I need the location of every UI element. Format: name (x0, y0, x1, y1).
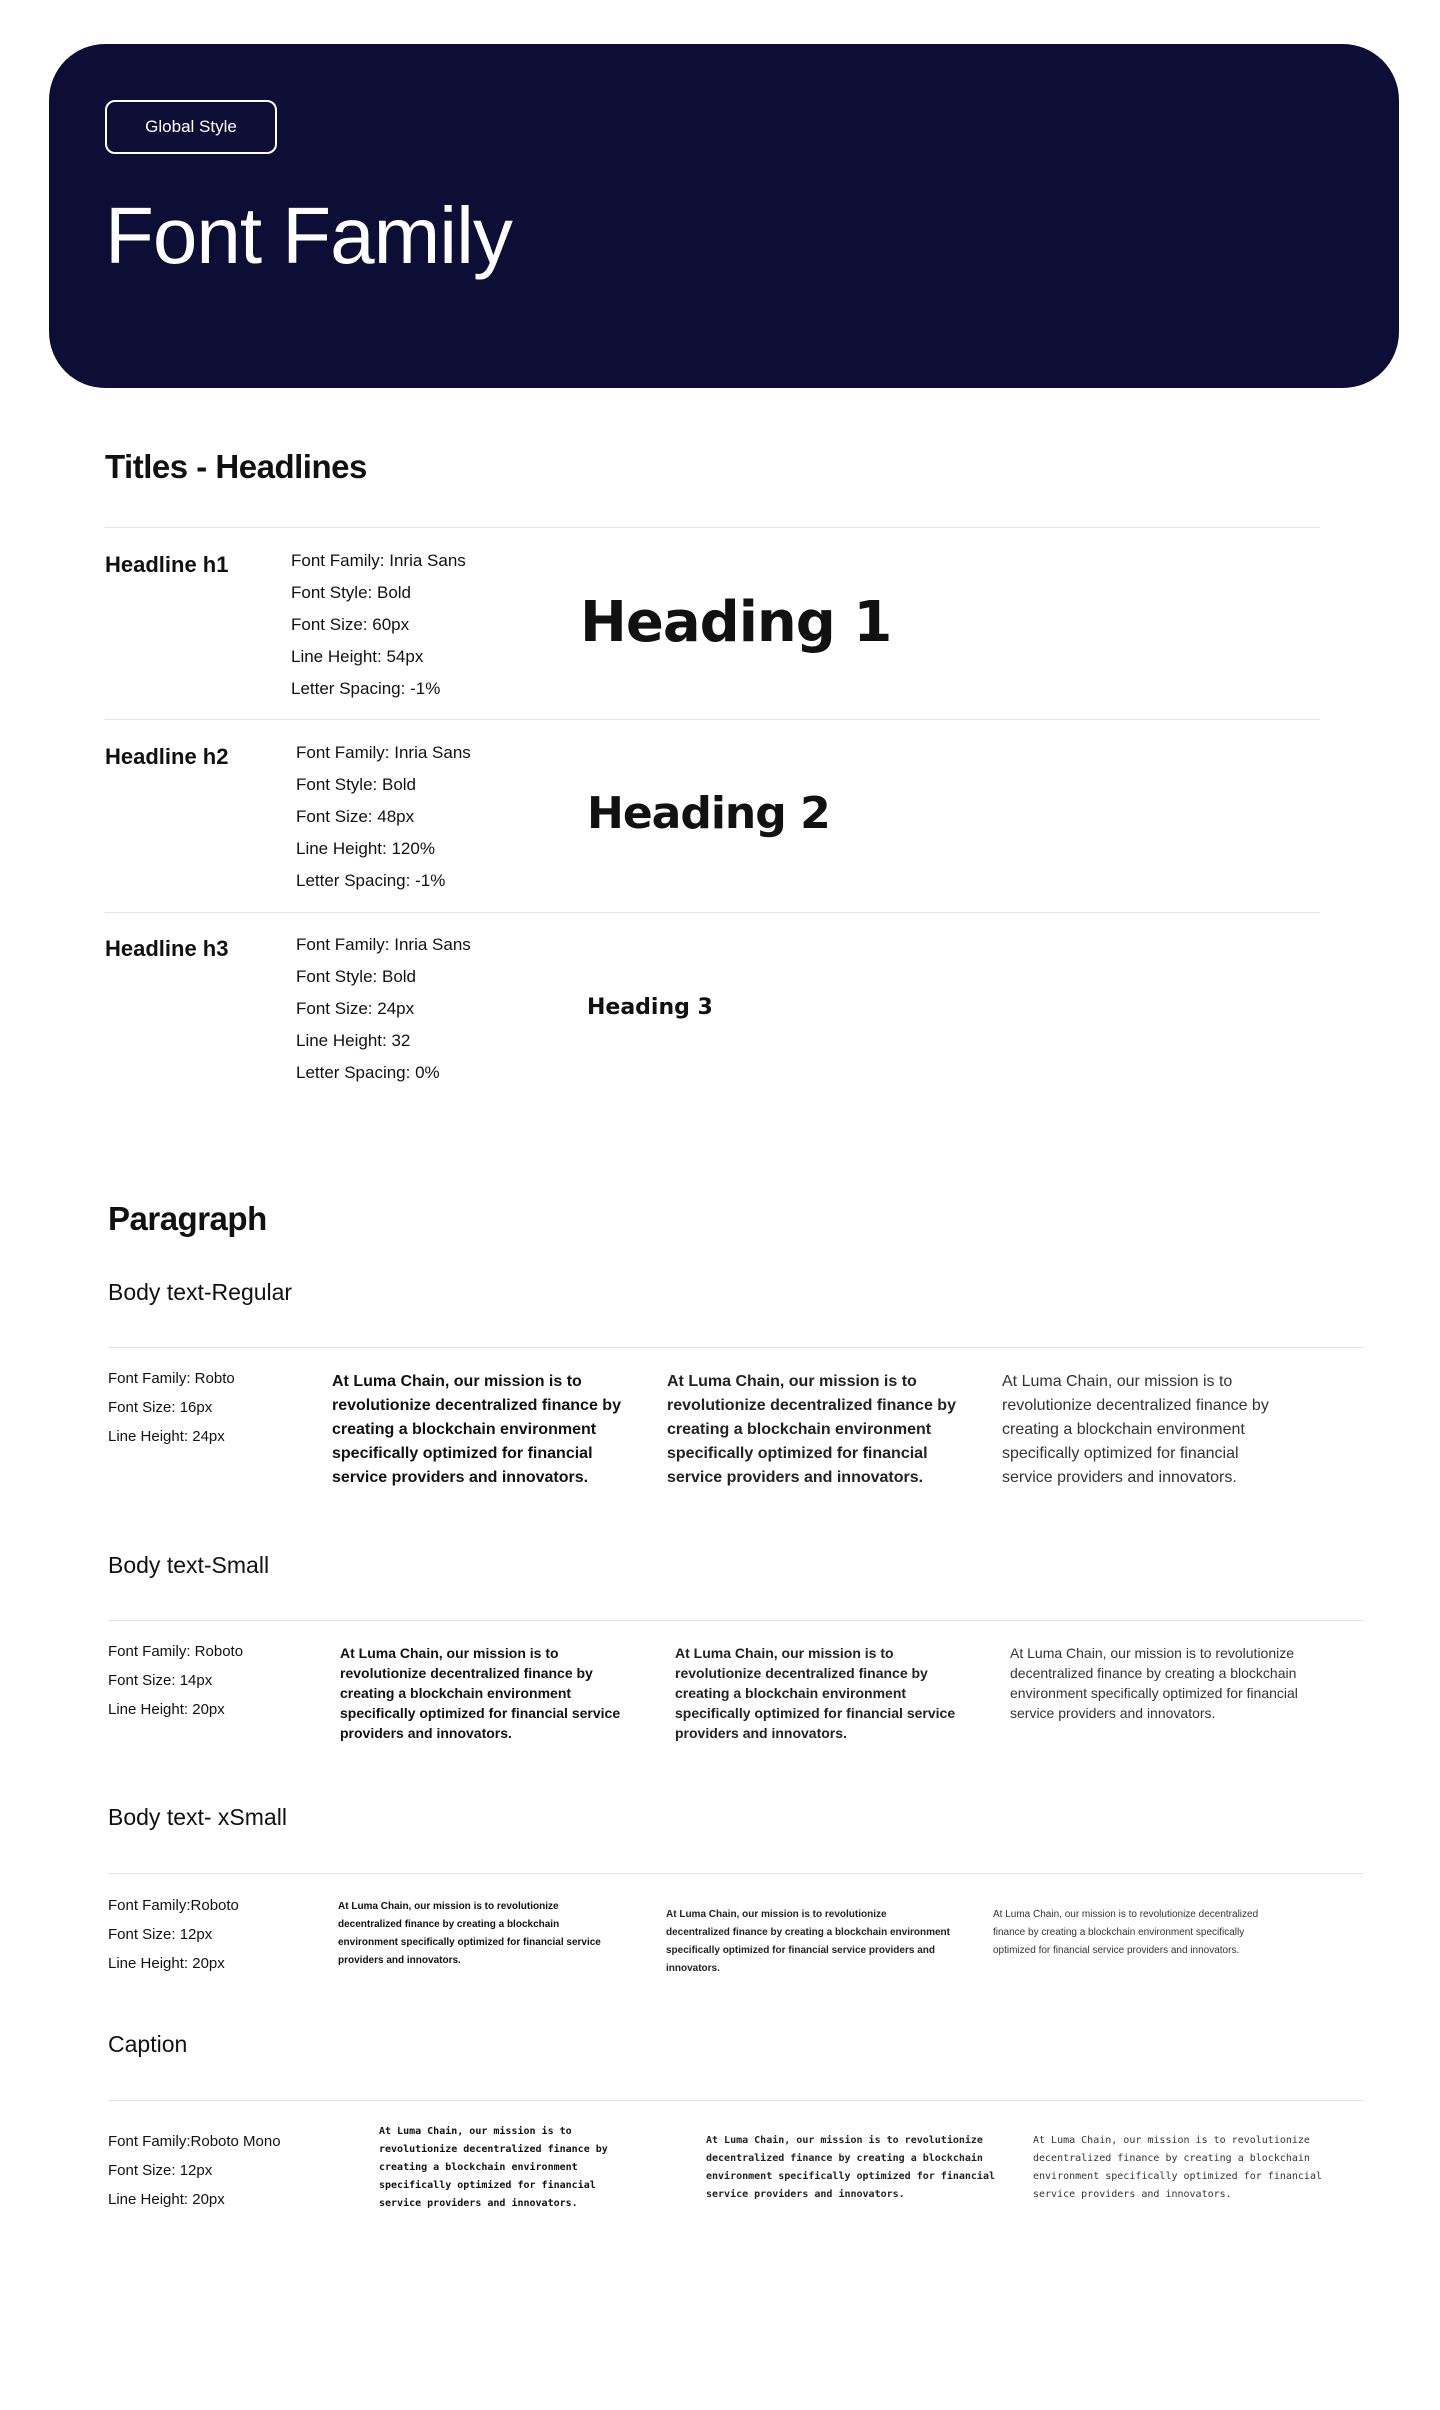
body-regular-sample-bold: At Luma Chain, our mission is to revolutionize decentralized finance by creating a blockchain environment specifically optimized for financial service providers and innovators. (332, 1373, 621, 1486)
spec-font-size: Font Size: 12px (108, 1926, 213, 1943)
divider (108, 2100, 1363, 2101)
spec-font-style: Font Style: Bold (296, 775, 417, 794)
spec-font-style: Font Style: Bold (291, 583, 412, 602)
headline-h1-label: Headline h1 (105, 552, 229, 577)
heading-2-sample: Heading 2 (587, 788, 830, 839)
body-regular-sample-medium: At Luma Chain, our mission is to revolutionize decentralized finance by creating a blockchain environment specifically optimized for financial service providers and innovators. (667, 1373, 956, 1486)
divider (105, 527, 1320, 528)
heading-3-sample: Heading 3 (587, 995, 713, 1020)
divider (108, 1347, 1363, 1348)
spec-line-height: Line Height: 32 (296, 1031, 411, 1050)
body-regular-sample-regular: At Luma Chain, our mission is to revolutionize decentralized finance by creating a blockchain environment specifically optimized for financial service providers and innovators. (1002, 1373, 1269, 1486)
caption-sample-regular: At Luma Chain, our mission is to revolutionize decentralized finance by creating a blockchain environment specifically optimized for financial service providers and innovators. (1033, 2135, 1322, 2200)
spec-line-height: Line Height: 54px (291, 647, 424, 666)
spec-font-size: Font Size: 60px (291, 615, 410, 634)
body-regular-title: Body text-Regular (108, 1279, 293, 1305)
spec-font-style: Font Style: Bold (296, 967, 417, 986)
caption-specs (108, 2127, 281, 2214)
hero-banner (49, 44, 1399, 388)
spec-letter-spacing: Letter Spacing: -1% (291, 679, 441, 698)
caption-sample-medium: At Luma Chain, our mission is to revolutionize decentralized finance by creating a blockchain environment specifically optimized for financial service providers and innovators. (706, 2135, 995, 2200)
spec-letter-spacing: Letter Spacing: -1% (296, 871, 446, 890)
spec-font-family: Font Family: Inria Sans (296, 743, 471, 762)
divider (105, 719, 1320, 720)
body-small-title: Body text-Small (108, 1552, 270, 1578)
headline-h3-label: Headline h3 (105, 936, 229, 961)
titles-section-title: Titles - Headlines (105, 448, 367, 485)
spec-font-family: Font Family: Robto (108, 1370, 235, 1387)
body-small-sample-regular: At Luma Chain, our mission is to revolutionize decentralized finance by creating a blockchain environment specifically optimized for financial service providers and innovators. (1010, 1645, 1298, 1721)
divider (108, 1620, 1363, 1621)
caption-title: Caption (108, 2031, 188, 2057)
divider (105, 912, 1320, 913)
body-regular-specs (108, 1364, 235, 1451)
spec-line-height: Line Height: 20px (108, 1701, 225, 1718)
body-xsmall-title: Body text- xSmall (108, 1804, 287, 1830)
spec-font-family: Font Family: Roboto (108, 1643, 244, 1660)
spec-font-size: Font Size: 14px (108, 1672, 213, 1689)
paragraph-section-title: Paragraph (108, 1200, 267, 1237)
body-small-sample-bold: At Luma Chain, our mission is to revolutionize decentralized finance by creating a blockchain environment specifically optimized for financial service providers and innovators. (340, 1645, 621, 1741)
spec-font-size: Font Size: 48px (296, 807, 415, 826)
spec-font-family: Font Family:Roboto Mono (108, 2133, 281, 2150)
spec-line-height: Line Height: 24px (108, 1428, 225, 1445)
headline-h1-specs (291, 545, 466, 705)
spec-font-family: Font Family: Inria Sans (296, 935, 471, 954)
spec-letter-spacing: Letter Spacing: 0% (296, 1063, 440, 1082)
spec-font-size: Font Size: 16px (108, 1399, 213, 1416)
body-xsmall-sample-bold: At Luma Chain, our mission is to revolutionize decentralized finance by creating a blockchain environment specifically optimized for financial service providers and innovators. (338, 1901, 601, 1966)
body-xsmall-specs (108, 1891, 239, 1978)
body-small-sample-medium: At Luma Chain, our mission is to revolutionize decentralized finance by creating a blockchain environment specifically optimized for financial service providers and innovators. (675, 1645, 956, 1741)
spec-font-size: Font Size: 24px (296, 999, 415, 1018)
spec-font-size: Font Size: 12px (108, 2162, 213, 2179)
spec-line-height: Line Height: 20px (108, 1955, 225, 1972)
spec-font-family: Font Family:Roboto (108, 1897, 239, 1914)
body-xsmall-sample-medium: At Luma Chain, our mission is to revolutionize decentralized finance by creating a blockchain environment specifically optimized for financial service providers and innovators. (666, 1909, 950, 1974)
headline-h2-label: Headline h2 (105, 744, 229, 769)
heading-1-sample: Heading 1 (580, 590, 892, 655)
headline-h2-specs (296, 737, 471, 897)
spec-line-height: Line Height: 20px (108, 2191, 225, 2208)
global-style-badge: Global Style (105, 100, 277, 154)
page-title: Font Family (105, 191, 512, 280)
spec-line-height: Line Height: 120% (296, 839, 435, 858)
headline-h3-specs (296, 929, 471, 1089)
caption-sample-bold: At Luma Chain, our mission is to revolutionize decentralized finance by creating a blockchain environment specifically optimized for financial service providers and innovators. (379, 2126, 608, 2209)
divider (108, 1873, 1363, 1874)
spec-font-family: Font Family: Inria Sans (291, 551, 466, 570)
body-xsmall-sample-regular: At Luma Chain, our mission is to revolutionize decentralized finance by creating a blockchain environment specifically optimized for financial service providers and innovators. (993, 1909, 1259, 1956)
body-small-specs (108, 1637, 243, 1724)
